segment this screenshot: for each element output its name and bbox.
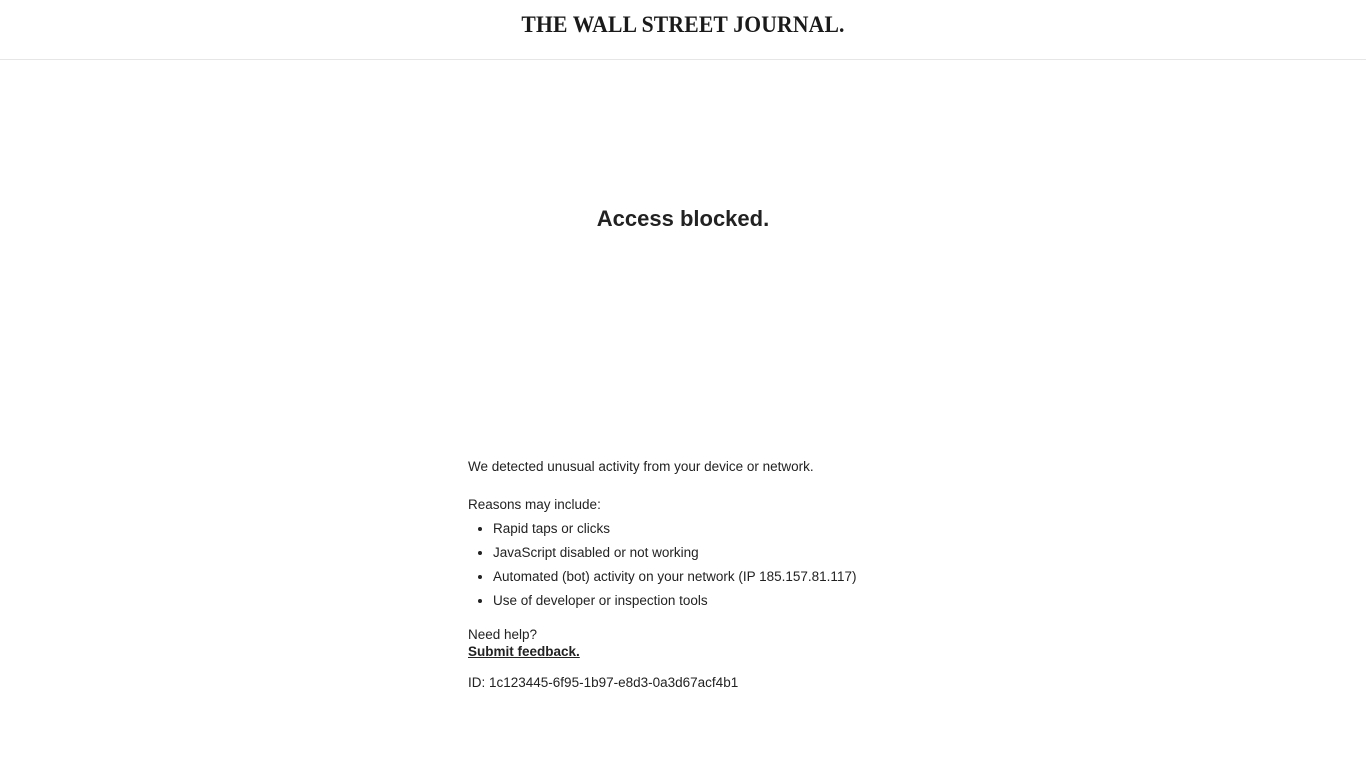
block-message [468, 458, 928, 692]
reference-id: ID: 1c123445-6f95-1b97-e8d3-0a3d67acf4b1 [468, 675, 739, 690]
help-section [468, 626, 928, 660]
reasons-heading: Reasons may include: [468, 497, 601, 512]
page-title: Access blocked. [596, 206, 770, 231]
reason-item: • Automated (bot) activity on your network (IP 185.157.81.117) [493, 568, 928, 586]
submit-feedback-link[interactable]: Submit feedback. [468, 644, 580, 659]
help-text: Need help? [468, 627, 538, 642]
detected-text: We detected unusual activity from your device or network. [468, 459, 814, 474]
wsj-logo[interactable]: THE WALL STREET JOURNAL. [521, 12, 845, 37]
reason-item: • Rapid taps or clicks [493, 520, 928, 538]
reasons-list [468, 520, 928, 610]
reason-item: • JavaScript disabled or not working [493, 544, 928, 562]
reason-item: • Use of developer or inspection tools [493, 592, 928, 610]
site-header [0, 0, 1366, 60]
